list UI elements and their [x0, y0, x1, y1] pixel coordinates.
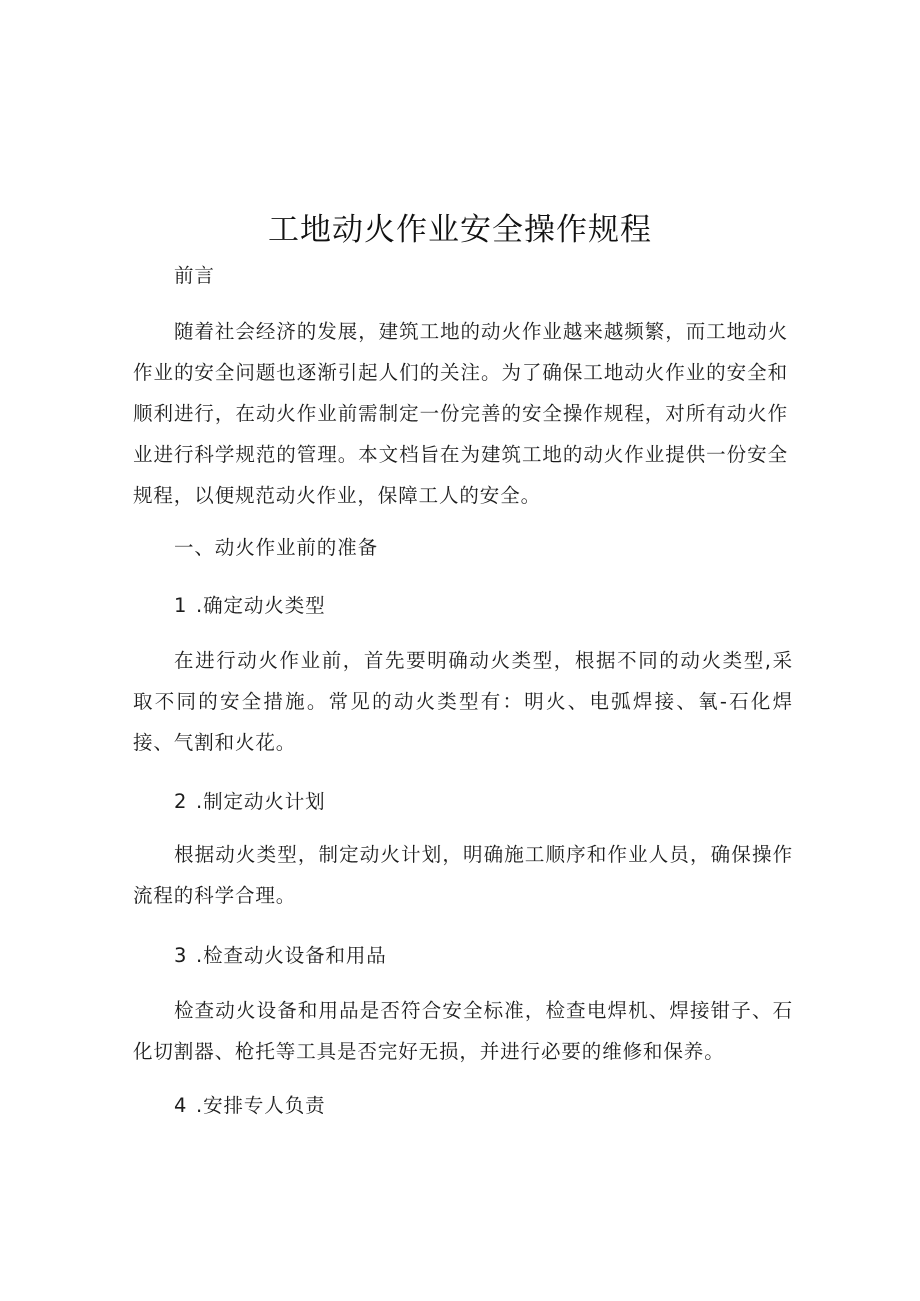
preface-heading: 前言	[174, 264, 215, 287]
item-number: 1	[174, 594, 188, 617]
item-body-1: 在进行动火作业前，首先要明确动火类型，根据不同的动火类型,采取不同的安全措施。常见的动火类型有：明火、电弧焊接、氧-石化焊接、气割和火花。	[133, 649, 793, 754]
item-title: .制定动火计划	[196, 790, 326, 813]
preface-paragraph: 随着社会经济的发展，建筑工地的动火作业越来越频繁，而工地动火作业的安全问题也逐渐引起人们的关注。为了确保工地动火作业的安全和顺利进行，在动火作业前需制定一份完善的安全操作规程，对所有动火作业进行科学规范的管理。本文档旨在为建筑工地的动火作业提供一份安全规程，以便规范动火作业，保障工人的安全。	[133, 320, 788, 507]
item-number: 2	[174, 790, 188, 813]
item-heading-1	[174, 592, 326, 620]
item-heading-4	[174, 1092, 326, 1120]
item-title: .确定动火类型	[196, 594, 326, 617]
item-number: 4	[174, 1094, 188, 1117]
item-body-3: 检查动火设备和用品是否符合安全标准，检查电焊机、焊接钳子、石化切割器、枪托等工具是否完好无损，并进行必要的维修和保养。	[133, 999, 793, 1063]
item-body-2: 根据动火类型，制定动火计划，明确施工顺序和作业人员，确保操作流程的科学合理。	[133, 843, 793, 907]
section-heading-1: 一、动火作业前的准备	[174, 536, 379, 559]
item-title: .检查动火设备和用品	[196, 944, 387, 967]
item-title: .安排专人负责	[196, 1094, 326, 1117]
item-heading-2	[174, 788, 326, 816]
document-title: 工地动火作业安全操作规程	[268, 212, 652, 248]
item-heading-3	[174, 942, 387, 970]
item-number: 3	[174, 944, 188, 967]
